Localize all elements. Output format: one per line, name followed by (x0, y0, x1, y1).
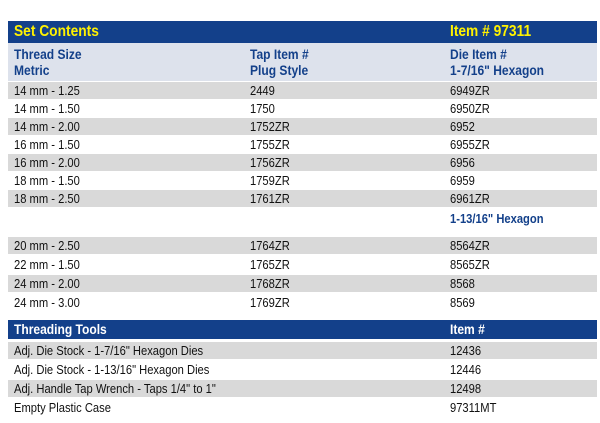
tap-item: 1759ZR (250, 173, 290, 188)
thread-size: 14 mm - 2.00 (14, 119, 80, 134)
thread-size: 14 mm - 1.50 (14, 101, 80, 116)
table-row (8, 154, 597, 171)
column-headers (8, 43, 597, 81)
table-row (8, 256, 597, 273)
tap-item-heading: Tap Item # (250, 46, 309, 62)
die-item: 8565ZR (450, 257, 490, 272)
table-row (8, 82, 597, 99)
table-row (8, 275, 597, 292)
tap-item: 1764ZR (250, 238, 290, 253)
thread-size: 18 mm - 1.50 (14, 173, 80, 188)
tool-item: 12446 (450, 362, 482, 377)
table-row (8, 172, 597, 189)
tool-row (8, 342, 597, 359)
die-item: 6959 (450, 173, 475, 188)
tap-item: 1752ZR (250, 119, 290, 134)
die-item-heading: Die Item # (450, 46, 507, 62)
table-row (8, 118, 597, 135)
tool-name: Empty Plastic Case (14, 400, 111, 415)
thread-size: 24 mm - 3.00 (14, 295, 80, 310)
die-item: 6956 (450, 155, 475, 170)
threading-tools-item-heading: Item # (450, 321, 485, 337)
hexagon-size-row (8, 210, 597, 236)
die-item: 6955ZR (450, 137, 490, 152)
thread-size: 24 mm - 2.00 (14, 276, 80, 291)
thread-size: 14 mm - 1.25 (14, 83, 80, 98)
set-contents-title: Set Contents (14, 23, 99, 40)
tap-item: 1769ZR (250, 295, 290, 310)
die-hex-2-label: 1-13/16" Hexagon (450, 211, 544, 226)
tap-item: 1765ZR (250, 257, 290, 272)
tool-name: Adj. Die Stock - 1-13/16" Hexagon Dies (14, 362, 210, 377)
thread-size: 16 mm - 2.00 (14, 155, 80, 170)
tap-item: 1755ZR (250, 137, 290, 152)
thread-size: 16 mm - 1.50 (14, 137, 80, 152)
die-item: 6961ZR (450, 191, 490, 206)
thread-metric-heading: Metric (14, 62, 50, 78)
set-contents-header (8, 21, 597, 43)
die-item: 6949ZR (450, 83, 490, 98)
table-row (8, 136, 597, 153)
tool-row (8, 361, 597, 378)
tap-item: 1756ZR (250, 155, 290, 170)
tap-item: 1768ZR (250, 276, 290, 291)
tool-name: Adj. Handle Tap Wrench - Taps 1/4" to 1" (14, 381, 216, 396)
die-item: 8564ZR (450, 238, 490, 253)
thread-size: 22 mm - 1.50 (14, 257, 80, 272)
die-item: 6952 (450, 119, 475, 134)
tap-item: 2449 (250, 83, 275, 98)
tap-style-heading: Plug Style (250, 62, 309, 78)
tool-item: 12436 (450, 343, 482, 358)
tool-name: Adj. Die Stock - 1-7/16" Hexagon Dies (14, 343, 204, 358)
threading-tools-header (8, 320, 597, 339)
table-row (8, 190, 597, 207)
die-hex-heading: 1-7/16" Hexagon (450, 62, 545, 78)
thread-size: 18 mm - 2.50 (14, 191, 80, 206)
tool-row (8, 399, 597, 416)
thread-size: 20 mm - 2.50 (14, 238, 80, 253)
tool-row (8, 380, 597, 397)
tap-item: 1750 (250, 101, 275, 116)
tap-item: 1761ZR (250, 191, 290, 206)
set-item-number: Item # 97311 (450, 23, 532, 40)
threading-tools-title: Threading Tools (14, 321, 107, 337)
table-row (8, 100, 597, 117)
tool-item: 12498 (450, 381, 482, 396)
die-item: 6950ZR (450, 101, 490, 116)
table-row (8, 237, 597, 254)
thread-size-heading: Thread Size (14, 46, 82, 62)
die-item: 8569 (450, 295, 475, 310)
table-row (8, 294, 597, 311)
tool-item: 97311MT (450, 400, 497, 415)
die-item: 8568 (450, 276, 475, 291)
